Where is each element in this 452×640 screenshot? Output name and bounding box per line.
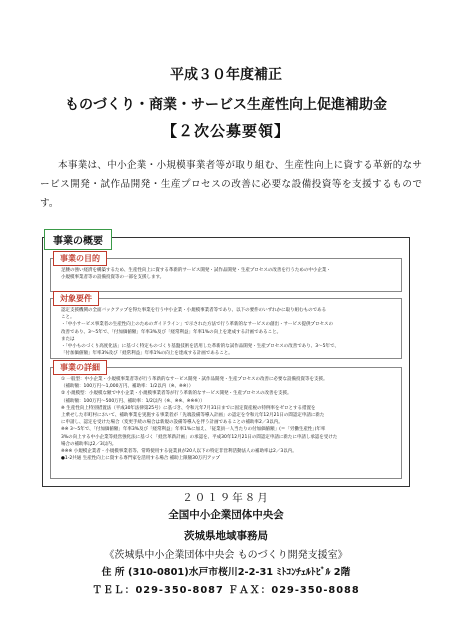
section-line: 小規模事業者等の設備投資等の一部を支援します。 bbox=[61, 275, 165, 281]
purpose-label: 事業の目的 bbox=[53, 251, 107, 266]
section-line: ●1-2共通 生産性向上に資する専門家を活用する場合 補助上限額30万円アップ bbox=[61, 456, 221, 462]
section-line: ※ 生産性向上特別措置法（平成30年法律第25号）に基づき、令和元年7月31日までに固定資産税の特例率をゼロとする措置を bbox=[61, 405, 316, 411]
section-line: 上乗せした市町村において、補助事業を実施する事業者が「先端設備等導入計画」の認定を令和元年12月21日の間認定申請に新た bbox=[61, 413, 325, 419]
section-line: 「付加価値額」年率3%及び「経常利益」年率1%の向上を達成する計画であること。 bbox=[61, 351, 233, 357]
intro-paragraph: 本事業は、中小企業・小規模事業者等が取り組む、生産性向上に資する革新的なサービス開発・試作品開発・生産プロセスの改善に必要な設備投資等を支援するものです。 bbox=[40, 160, 422, 209]
section-line: 足腰の強い経済を構築するため、生産性向上に資する革新的サービス開発・試作品開発・生産プロセスの改善を行うための中小企業・ bbox=[61, 268, 331, 273]
section-line: （補助額：100万円〜1,000万円、補助率：1/2以内（※、※※）） bbox=[61, 384, 194, 390]
office-phone-fax: ＴＥＬ：029-350-8087 ＦＡＸ：029-350-8088 bbox=[92, 585, 360, 596]
section-line: 認定支援機関の全面バックアップを得た事業を行う中小企業・小規模事業者等であり、以下の要件のいずれかに取り組むものである bbox=[61, 308, 327, 313]
office-address: 住 所 (310-0801)水戸市桜川2-2-31 ﾐﾄｺﾝﾁｪﾙﾄﾋﾞﾙ 2階 bbox=[101, 567, 351, 578]
office-name: 茨城県地域事務局 bbox=[184, 530, 268, 542]
requirements-box bbox=[50, 298, 402, 359]
purpose-text bbox=[61, 267, 395, 281]
title-program: ものづくり・商業・サービス生産性向上促進補助金 bbox=[65, 97, 387, 113]
section-line: ・「中小ものづくり高度化法」に基づく特定ものづくり基盤技術を活用した革新的な試作品開発・生産プロセスの改善であり、3〜5年で、 bbox=[61, 344, 339, 350]
section-line: 改善であり、3〜5年で、「付加価値額」年率3%及び「経常利益」年率1%の向上を達成する計画であること。 bbox=[61, 329, 282, 335]
section-line: に申請し、認定を受けた場合（変更手続の場合は新規の設備等導入を伴う計画であることの補助率2／3以内。 bbox=[61, 420, 283, 426]
section-line: ※※※ 小規模企業者・小規模事業者等、常時使用する従業員が20人以下の特定非営利活動法人の補助率は2／3以内。 bbox=[61, 449, 297, 455]
section-line: ② 小規模型：小規模な額で中小企業・小規模事業者等が行う革新的なサービス開発・生産プロセスの改善を支援。 bbox=[61, 391, 292, 397]
details-text bbox=[61, 376, 395, 462]
section-line: ※※ 3〜5年で、「付加価値額」年率3%及び「経常利益」年率1%に加え、「従業員一人当たりの付加価値額」(＝「労働生産性」)年率 bbox=[61, 427, 326, 433]
title-year: 平成３０年度補正 bbox=[170, 67, 282, 83]
details-label: 事業の詳細 bbox=[53, 360, 107, 375]
requirements-label: 対象要件 bbox=[53, 291, 99, 306]
requirements-text bbox=[61, 307, 395, 357]
organization-name: 全国中小企業団体中央会 bbox=[168, 509, 284, 521]
section-line: こと。 bbox=[61, 315, 75, 321]
office-full-name: 《茨城県中小企業団体中央会 ものづくり開発支援室》 bbox=[104, 550, 348, 561]
issue-date: ２０１９年８月 bbox=[182, 492, 270, 504]
section-line: （補助額：100万円〜500万円、補助率：1/2以内（※、※※、※※※）） bbox=[61, 398, 205, 404]
section-line: ・「中小サービス事業者の生産性向上のためのガイドライン」で示された方法で行う革新的なサービスの創出・サービス提供プロセスの bbox=[61, 322, 333, 328]
section-line: 場合の補助率は2／3以内。 bbox=[61, 441, 117, 447]
section-line: または bbox=[61, 336, 75, 342]
title-round: 【２次公募要領】 bbox=[161, 122, 290, 140]
section-line: 3%の向上する中小企業等経営強化法に基づく「経営革新計画」の承認を、平成30年12月21日の間認定申請に新たに申請し承認を受けた bbox=[61, 434, 338, 440]
section-line: ① 一般型：中小企業・小規模事業者等が行う革新的なサービス開発・試作品開発・生産プロセスの改善に必要な設備投資等を支援。 bbox=[61, 377, 328, 382]
details-box bbox=[50, 367, 402, 479]
summary-title: 事業の概要 bbox=[44, 229, 112, 250]
